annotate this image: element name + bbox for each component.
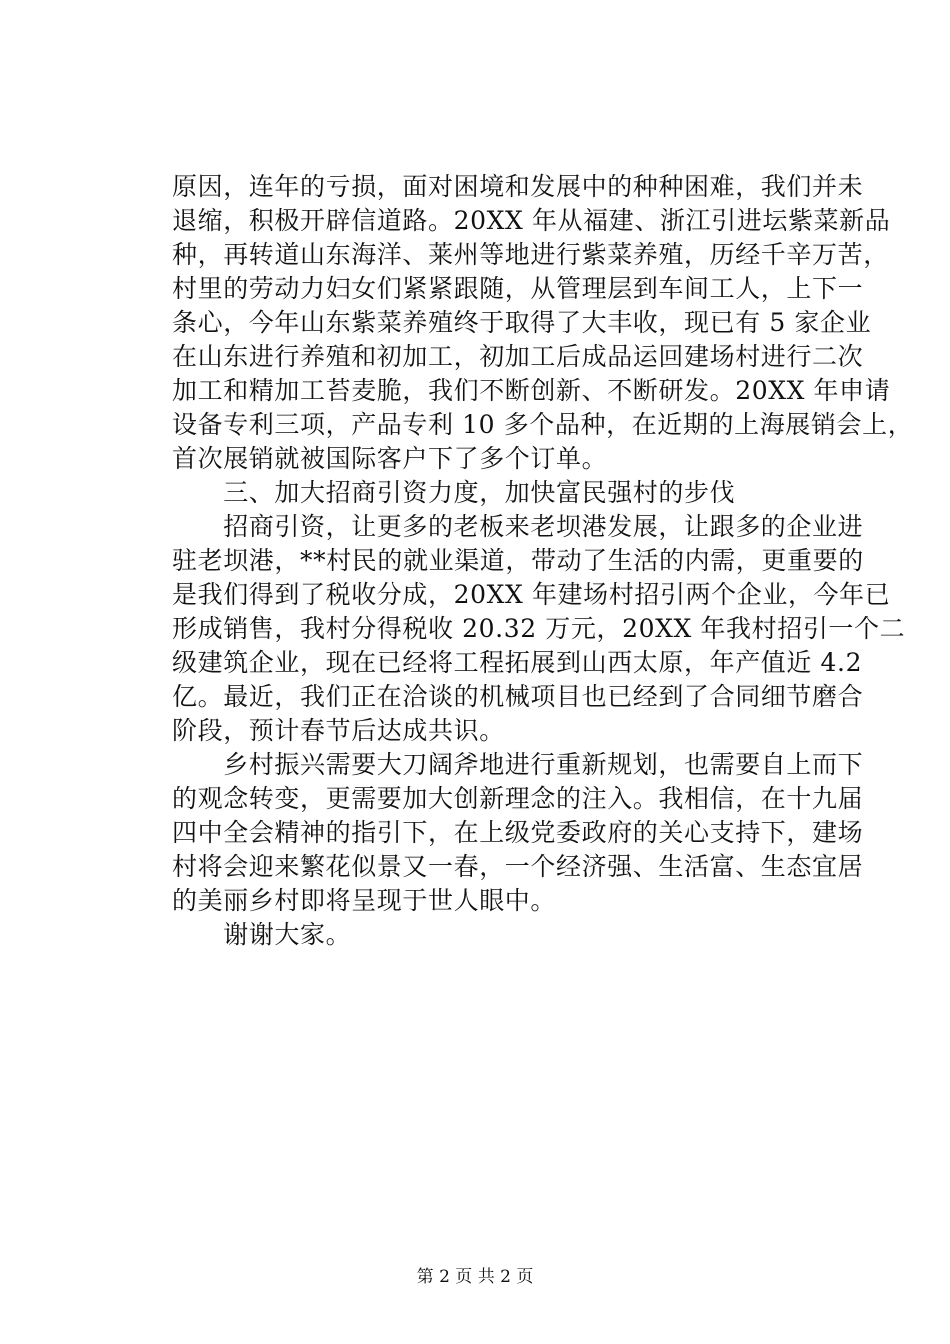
text-line: 种，再转道山东海洋、莱州等地进行紫菜养殖，历经千辛万苦， bbox=[172, 240, 889, 269]
text-line: 村将会迎来繁花似景又一春，一个经济强、生活富、生态宜居 bbox=[172, 852, 864, 881]
section-heading: 三、加大招商引资力度，加快富民强村的步伐 bbox=[172, 478, 736, 507]
text-line: 阶段，预计春节后达成共识。 bbox=[172, 716, 505, 745]
text-line: 的美丽乡村即将呈现于世人眼中。 bbox=[172, 886, 557, 915]
text-line: 四中全会精神的指引下，在上级党委政府的关心支持下，建场 bbox=[172, 818, 864, 847]
text-line: 设备专利三项，产品专利 10 多个品种，在近期的上海展销会上， bbox=[172, 410, 914, 439]
text-line: 级建筑企业，现在已经将工程拓展到山西太原，年产值近 4.2 bbox=[172, 648, 863, 677]
text-line: 招商引资，让更多的老板来老坝港发展，让跟多的企业进 bbox=[172, 512, 864, 541]
text-line: 亿。最近，我们正在洽谈的机械项目也已经到了合同细节磨合 bbox=[172, 682, 864, 711]
text-line: 驻老坝港，**村民的就业渠道，带动了生活的内需，更重要的 bbox=[172, 546, 864, 575]
text-line: 形成销售，我村分得税收 20.32 万元，20XX 年我村招引一个二 bbox=[172, 614, 906, 643]
text-line: 条心，今年山东紫菜养殖终于取得了大丰收，现已有 5 家企业 bbox=[172, 308, 872, 337]
text-line: 退缩，积极开辟信道路。20XX 年从福建、浙江引进坛紫菜新品 bbox=[172, 206, 891, 235]
text-line: 首次展销就被国际客户下了多个订单。 bbox=[172, 444, 608, 473]
page-number-footer: 第 2 页 共 2 页 bbox=[416, 1267, 534, 1287]
closing-line: 谢谢大家。 bbox=[172, 920, 352, 949]
body-text bbox=[172, 170, 914, 952]
text-line: 加工和精加工苔麦脆，我们不断创新、不断研发。20XX 年申请 bbox=[172, 376, 891, 405]
text-line: 原因，连年的亏损，面对困境和发展中的种种困难，我们并未 bbox=[172, 172, 864, 201]
text-line: 乡村振兴需要大刀阔斧地进行重新规划，也需要自上而下 bbox=[172, 750, 864, 779]
text-line: 村里的劳动力妇女们紧紧跟随，从管理层到车间工人，上下一 bbox=[172, 274, 864, 303]
text-line: 是我们得到了税收分成，20XX 年建场村招引两个企业，今年已 bbox=[172, 580, 891, 609]
text-line: 的观念转变，更需要加大创新理念的注入。我相信，在十九届 bbox=[172, 784, 864, 813]
text-line: 在山东进行养殖和初加工，初加工后成品运回建场村进行二次 bbox=[172, 342, 864, 371]
